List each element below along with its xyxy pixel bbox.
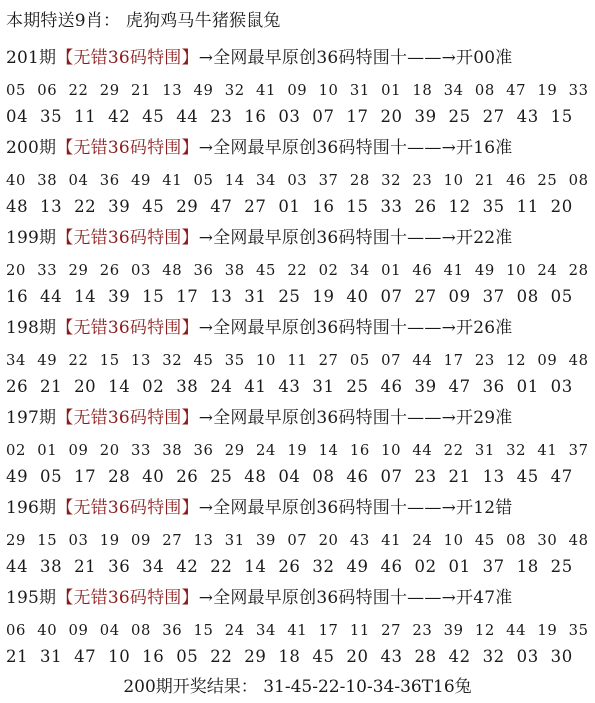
period-result: 开29准	[456, 408, 513, 428]
headline-middle: →全网最早原创36码特围十——→	[198, 408, 457, 428]
number-row: 40 38 04 36 49 41 05 14 34 03 37 28 32 23 10 21 46 25 08	[6, 172, 589, 189]
number-row: 29 15 03 19 09 27 13 31 39 07 20 43 41 24 10 45 08 30 48	[6, 532, 589, 549]
period-number: 199期	[6, 228, 57, 248]
intro-zodiacs: 虎狗鸡马牛猪猴鼠兔	[125, 11, 281, 31]
headline-middle: →全网最早原创36码特围十——→	[198, 228, 457, 248]
period-result: 开22准	[456, 228, 513, 248]
draw-result-footer	[0, 674, 595, 700]
period-header	[6, 135, 591, 161]
special-tag: 【无错36码特围】	[56, 588, 199, 608]
number-row: 05 06 22 29 21 13 49 32 41 09 10 31 01 18 34 08 47 19 33	[6, 82, 589, 99]
number-row: 02 01 09 20 33 38 36 29 24 19 14 16 10 44 22 31 32 41 37	[6, 442, 589, 459]
period-result: 开26准	[456, 318, 513, 338]
intro-line	[6, 8, 591, 34]
number-row: 48 13 22 39 45 29 47 27 01 16 15 33 26 12 35 11 20	[6, 197, 573, 216]
headline-middle: →全网最早原创36码特围十——→	[198, 498, 457, 518]
headline-middle: →全网最早原创36码特围十——→	[198, 318, 457, 338]
special-tag: 【无错36码特围】	[56, 228, 199, 248]
special-tag: 【无错36码特围】	[56, 48, 199, 68]
period-header	[6, 45, 591, 71]
special-tag: 【无错36码特围】	[56, 408, 199, 428]
period-header	[6, 585, 591, 611]
intro-label: 本期特送9肖：	[6, 11, 121, 31]
period-number: 197期	[6, 408, 57, 428]
period-result: 开12错	[456, 498, 513, 518]
period-number: 201期	[6, 48, 57, 68]
number-row: 06 40 09 04 08 36 15 24 34 41 17 11 27 23 39 12 44 19 35	[6, 622, 589, 639]
footer-numbers: 31-45-22-10-34-36T16兔	[263, 677, 472, 697]
special-tag: 【无错36码特围】	[56, 498, 199, 518]
period-result: 开47准	[456, 588, 513, 608]
period-result: 开00准	[456, 48, 513, 68]
period-result: 开16准	[456, 138, 513, 158]
number-row: 04 35 11 42 45 44 23 16 03 07 17 20 39 25 27 43 15	[6, 107, 573, 126]
number-row: 34 49 22 15 13 32 45 35 10 11 27 05 07 44 17 23 12 09 48	[6, 352, 589, 369]
period-number: 200期	[6, 138, 57, 158]
number-row: 44 38 21 36 34 42 22 14 26 32 49 46 02 01 37 18 25	[6, 557, 573, 576]
period-number: 198期	[6, 318, 57, 338]
headline-middle: →全网最早原创36码特围十——→	[198, 588, 457, 608]
headline-middle: →全网最早原创36码特围十——→	[198, 48, 457, 68]
period-number: 196期	[6, 498, 57, 518]
headline-middle: →全网最早原创36码特围十——→	[198, 138, 457, 158]
period-header	[6, 405, 591, 431]
number-row: 49 05 17 28 40 26 25 48 04 08 46 07 23 21 13 45 47	[6, 467, 573, 486]
period-header	[6, 315, 591, 341]
number-row: 26 21 20 14 02 38 24 41 43 31 25 46 39 47 36 01 03	[6, 377, 573, 396]
period-header	[6, 495, 591, 521]
number-row: 16 44 14 39 15 17 13 31 25 19 40 07 27 09 37 08 05	[6, 287, 573, 306]
special-tag: 【无错36码特围】	[56, 318, 199, 338]
footer-label: 200期开奖结果：	[123, 677, 258, 697]
special-tag: 【无错36码特围】	[56, 138, 199, 158]
number-row: 20 33 29 26 03 48 36 38 45 22 02 34 01 46 41 49 10 24 28	[6, 262, 589, 279]
period-header	[6, 225, 591, 251]
period-number: 195期	[6, 588, 57, 608]
number-row: 21 31 47 10 16 05 22 29 18 45 20 43 28 42 32 03 30	[6, 647, 573, 666]
